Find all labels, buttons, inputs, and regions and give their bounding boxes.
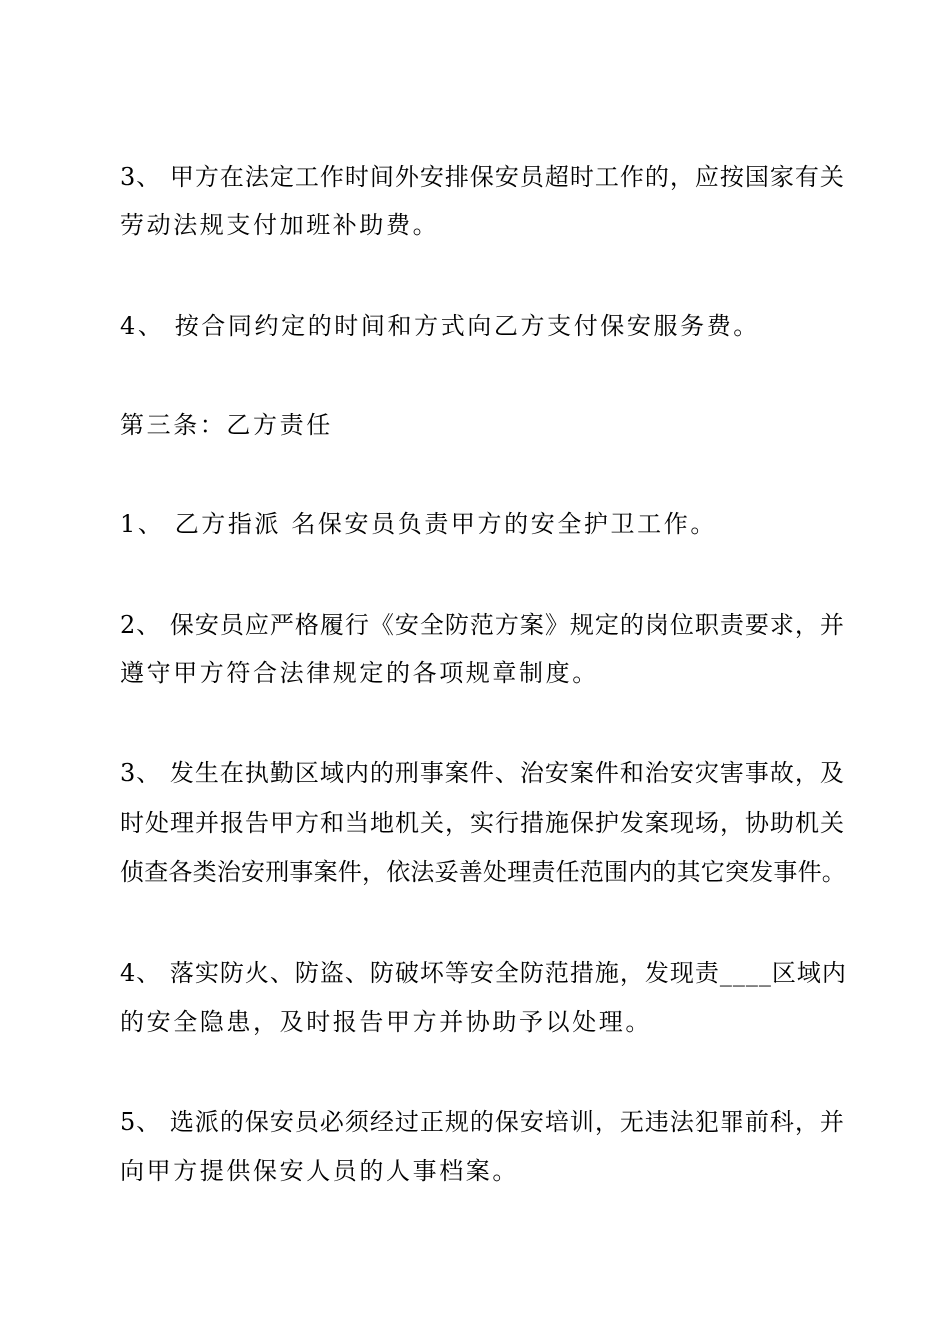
duty-3-line-2: 时处理并报告甲方和当地机关，实行措施保护发案现场，协助机关 bbox=[120, 809, 845, 837]
duty-5-line-2: 向甲方提供保安人员的人事档案。 bbox=[120, 1157, 519, 1185]
duty-4-line-2: 的安全隐患，及时报告甲方并协助予以处理。 bbox=[120, 1008, 652, 1036]
duty-4-line-1: 4、 落实防火、防盗、防破坏等安全防范措施，发现责____区域内 bbox=[120, 959, 847, 987]
duty-2-line-2: 遵守甲方符合法律规定的各项规章制度。 bbox=[120, 659, 599, 687]
paragraph-3-line-2: 劳动法规支付加班补助费。 bbox=[120, 211, 440, 239]
section-heading-article-3: 第三条：乙方责任 bbox=[120, 411, 333, 439]
paragraph-4-line-1: 4、 按合同约定的时间和方式向乙方支付保安服务费。 bbox=[120, 312, 760, 340]
duty-5-line-1: 5、 选派的保安员必须经过正规的保安培训，无违法犯罪前科，并 bbox=[120, 1108, 845, 1136]
duty-2-line-1: 2、 保安员应严格履行《安全防范方案》规定的岗位职责要求，并 bbox=[120, 611, 845, 639]
duty-3-line-1: 3、 发生在执勤区域内的刑事案件、治安案件和治安灾害事故，及 bbox=[120, 759, 845, 787]
duty-1-line-1: 1、 乙方指派 名保安员负责甲方的安全护卫工作。 bbox=[120, 510, 717, 538]
duty-3-line-3: 侦查各类治安刑事案件，依法妥善处理责任范围内的其它突发事件。 bbox=[120, 858, 846, 886]
paragraph-3-line-1: 3、 甲方在法定工作时间外安排保安员超时工作的，应按国家有关 bbox=[120, 163, 845, 191]
